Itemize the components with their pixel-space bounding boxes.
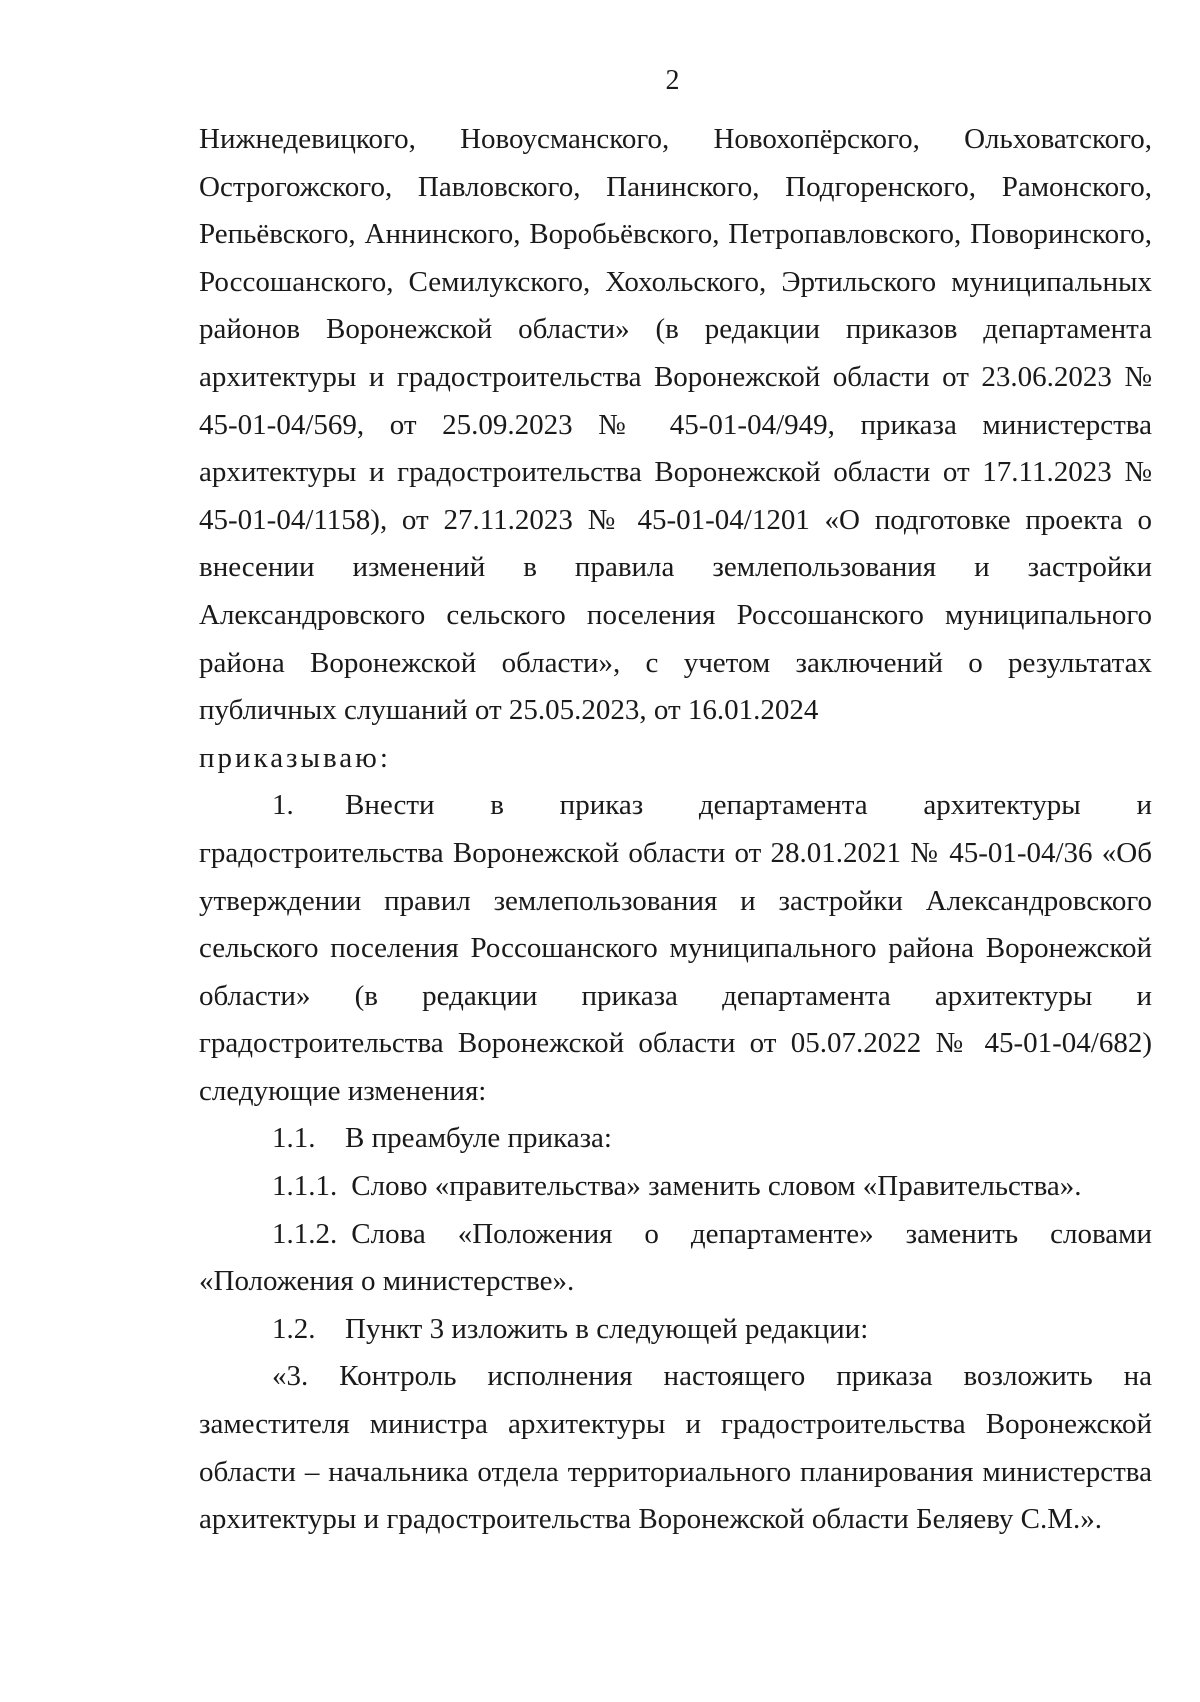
item-number: 1.2. [272, 1312, 316, 1345]
quoted-clause: «3. Контроль исполнения настоящего приказа возложить на заместителя министра архитектуры и градостроительства Воронежской области – начальника отдела территориального планирования министерства архитектуры и градостроительства Воронежской области Беляеву С.М.». [199, 1360, 1152, 1536]
item-text: В преамбуле приказа: [345, 1122, 612, 1155]
item-1 [199, 782, 1152, 1115]
document-body [199, 116, 1152, 1544]
item-text: Слова «Положения о департаменте» заменить словами «Положения о министерстве». [199, 1217, 1152, 1298]
item-1-1 [199, 1115, 1152, 1163]
item-text: Внести в приказ департамента архитектуры и градостроительства Воронежской области от 28.01.2021 № 45-01-04/36 «Об утверждении правил землепользования и застройки Александровского сельского поселения Россошанского муниципального района Воронежской области» (в редакции приказа департамента архитектуры и градостроительства Воронежской области от 05.07.2022 № 45-01-04/682) следующие изменения: [199, 789, 1152, 1107]
order-word: приказываю: [199, 741, 391, 774]
item-number: 1.1.1. [272, 1170, 338, 1203]
preamble-paragraph: Нижнедевицкого, Новоусманского, Новохопёрского, Ольховатского, Острогожского, Павловского, Панинского, Подгоренского, Рамонского, Репьёвского, Аннинского, Воробьёвского, Петропавловского, Поворинского, Россошанского, Семилукского, Хохольского, Эртильского муниципальных районов Воронежской области» (в редакции приказов департамента архитектуры и градостроительства Воронежской области от 23.06.2023 № 45-01-04/569, от 25.09.2023 № 45-01-04/949, приказа министерства архитектуры и градостроительства Воронежской области от 17.11.2023 № 45-01-04/1158), от 27.11.2023 № 45-01-04/1201 «О подготовке проекта о внесении изменений в правила землепользования и застройки Александровского сельского поселения Россошанского муниципального района Воронежской области», с учетом заключений о результатах публичных слушаний от 25.05.2023, от 16.01.2024 [199, 123, 1152, 727]
item-text: Пункт 3 изложить в следующей редакции: [345, 1312, 869, 1345]
item-1-2 [199, 1306, 1152, 1354]
item-1-1-2 [199, 1211, 1152, 1306]
item-number: 1.1. [272, 1122, 316, 1155]
item-number: 1.1.2. [272, 1217, 338, 1250]
item-1-1-1 [199, 1163, 1152, 1211]
page-number: 2 [665, 65, 680, 96]
item-text: Слово «правительства» заменить словом «Правительства». [351, 1170, 1082, 1203]
item-number: 1. [272, 789, 294, 822]
